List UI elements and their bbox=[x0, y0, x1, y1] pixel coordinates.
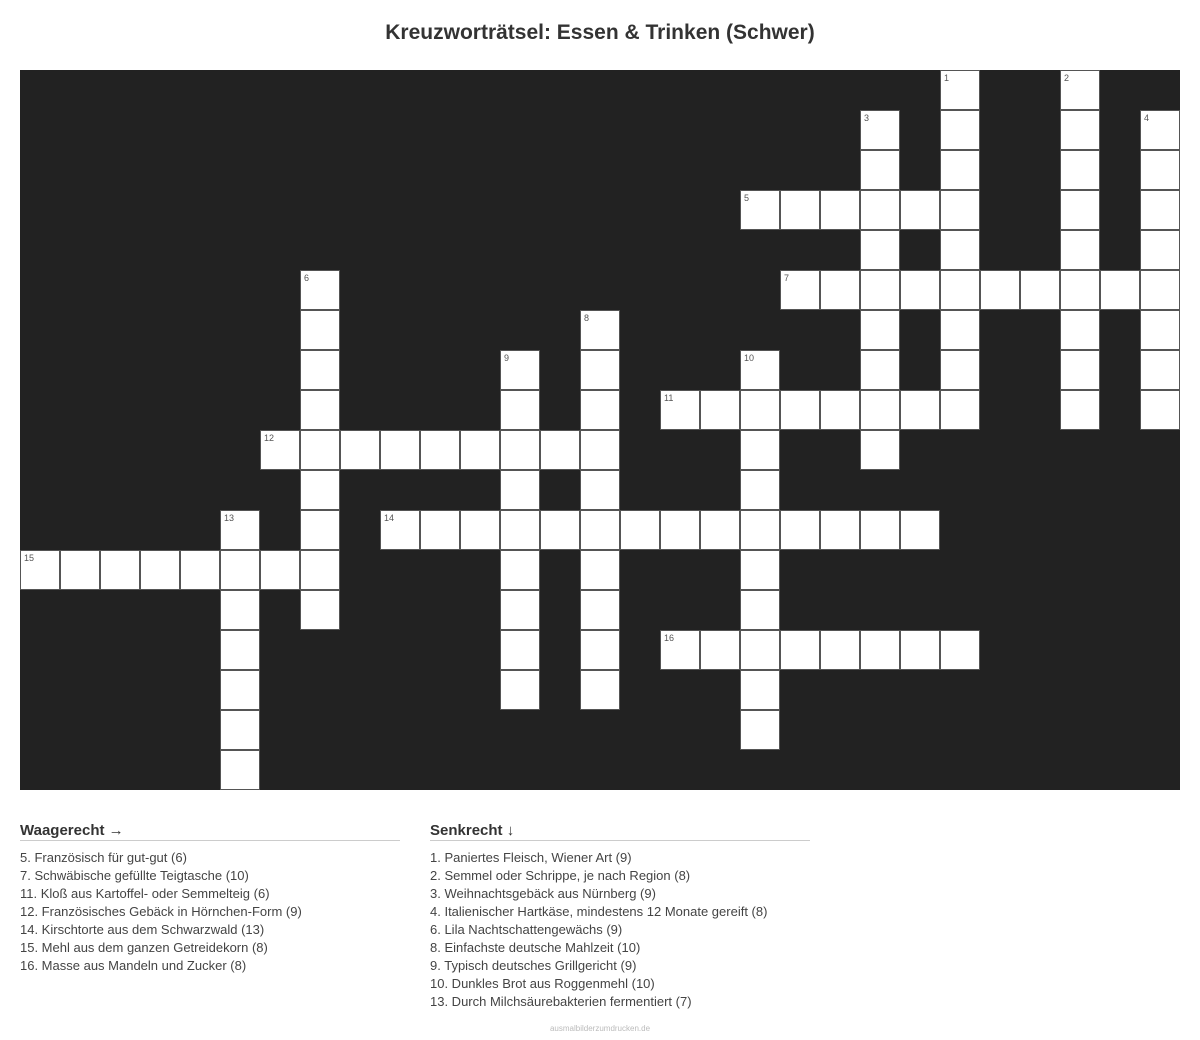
grid-cell[interactable] bbox=[940, 230, 980, 270]
grid-cell[interactable] bbox=[220, 590, 260, 630]
grid-cell[interactable] bbox=[500, 510, 540, 550]
grid-cell[interactable] bbox=[940, 190, 980, 230]
grid-cell[interactable] bbox=[740, 390, 780, 430]
grid-cell[interactable] bbox=[940, 630, 980, 670]
grid-cell[interactable] bbox=[780, 390, 820, 430]
cell-number: 7 bbox=[784, 273, 790, 283]
cell-number: 15 bbox=[24, 553, 35, 563]
cell-number: 5 bbox=[744, 193, 750, 203]
grid-cell[interactable] bbox=[860, 150, 900, 190]
clue-down-item: 8. Einfachste deutsche Mahlzeit (10) bbox=[430, 940, 641, 955]
grid-cell[interactable] bbox=[300, 430, 340, 470]
grid-cell[interactable] bbox=[780, 270, 820, 310]
grid-cell[interactable] bbox=[1140, 190, 1180, 230]
cell-number: 13 bbox=[224, 513, 235, 523]
grid-cell[interactable] bbox=[740, 510, 780, 550]
grid-cell[interactable] bbox=[860, 190, 900, 230]
cell-number: 12 bbox=[264, 433, 275, 443]
grid-cell[interactable] bbox=[300, 470, 340, 510]
grid-cell[interactable] bbox=[460, 430, 500, 470]
grid-cell[interactable] bbox=[780, 190, 820, 230]
grid-cell[interactable] bbox=[820, 510, 860, 550]
grid-cell[interactable] bbox=[1140, 310, 1180, 350]
grid-cell[interactable] bbox=[580, 430, 620, 470]
grid-cell[interactable] bbox=[740, 670, 780, 710]
grid-cell[interactable] bbox=[740, 710, 780, 750]
grid-cell[interactable] bbox=[580, 670, 620, 710]
grid-cell[interactable] bbox=[500, 550, 540, 590]
grid-cell[interactable] bbox=[580, 470, 620, 510]
grid-cell[interactable] bbox=[380, 430, 420, 470]
grid-cell[interactable] bbox=[660, 390, 700, 430]
grid-cell[interactable] bbox=[1060, 70, 1100, 110]
grid-cell[interactable] bbox=[820, 270, 860, 310]
grid-cell[interactable] bbox=[740, 630, 780, 670]
clues-down-list bbox=[430, 849, 810, 1011]
clue-across-item: 7. Schwäbische gefüllte Teigtasche (10) bbox=[20, 868, 249, 883]
grid-cell[interactable] bbox=[340, 430, 380, 470]
grid-cell[interactable] bbox=[940, 70, 980, 110]
clue-down-item: 13. Durch Milchsäurebakterien fermentiert (7) bbox=[430, 994, 692, 1009]
grid-cell[interactable] bbox=[820, 630, 860, 670]
grid-cell[interactable] bbox=[860, 510, 900, 550]
grid-cell[interactable] bbox=[300, 390, 340, 430]
clues-across-heading: Waagerecht → bbox=[20, 822, 400, 841]
cell-number: 8 bbox=[584, 313, 590, 323]
clues-across-list bbox=[20, 849, 400, 975]
grid-cell[interactable] bbox=[20, 550, 60, 590]
grid-cell[interactable] bbox=[860, 390, 900, 430]
grid-cell[interactable] bbox=[1140, 230, 1180, 270]
clue-down-item: 3. Weihnachtsgebäck aus Nürnberg (9) bbox=[430, 886, 656, 901]
grid-cell[interactable] bbox=[580, 310, 620, 350]
grid-cell[interactable] bbox=[300, 590, 340, 630]
clue-down-item: 2. Semmel oder Schrippe, je nach Region (8) bbox=[430, 868, 691, 883]
grid-cell[interactable] bbox=[700, 630, 740, 670]
grid-cell[interactable] bbox=[900, 510, 940, 550]
clue-down-item: 9. Typisch deutsches Grillgericht (9) bbox=[430, 958, 637, 973]
cell-number: 14 bbox=[384, 513, 395, 523]
grid-cell[interactable] bbox=[220, 550, 260, 590]
crossword-grid bbox=[20, 70, 1180, 790]
grid-cell[interactable] bbox=[180, 550, 220, 590]
grid-cell[interactable] bbox=[420, 510, 460, 550]
grid-cell[interactable] bbox=[740, 470, 780, 510]
cell-number: 16 bbox=[664, 633, 675, 643]
grid-cell[interactable] bbox=[1060, 150, 1100, 190]
cell-number: 1 bbox=[944, 73, 950, 83]
grid-cell[interactable] bbox=[780, 630, 820, 670]
grid-cell[interactable] bbox=[500, 430, 540, 470]
grid-cell[interactable] bbox=[300, 550, 340, 590]
clue-across-item: 11. Kloß aus Kartoffel- oder Semmelteig (6) bbox=[20, 886, 270, 901]
cell-number: 9 bbox=[504, 353, 510, 363]
clue-across-item: 12. Französisches Gebäck in Hörnchen-Form (9) bbox=[20, 904, 302, 919]
footer-credit: ausmalbilderzumdrucken.de bbox=[549, 1024, 651, 1033]
grid-cell[interactable] bbox=[540, 430, 580, 470]
clue-across-item: 15. Mehl aus dem ganzen Getreidekorn (8) bbox=[20, 940, 268, 955]
grid-cell[interactable] bbox=[860, 630, 900, 670]
grid-cell[interactable] bbox=[220, 670, 260, 710]
grid-cell[interactable] bbox=[300, 310, 340, 350]
grid-cell[interactable] bbox=[580, 550, 620, 590]
grid-cell[interactable] bbox=[1100, 270, 1140, 310]
grid-cell[interactable] bbox=[260, 430, 300, 470]
clues-down bbox=[430, 822, 810, 1011]
clue-across-item: 14. Kirschtorte aus dem Schwarzwald (13) bbox=[20, 922, 265, 937]
grid-cell[interactable] bbox=[780, 510, 820, 550]
grid-cell[interactable] bbox=[1060, 350, 1100, 390]
grid-cell[interactable] bbox=[300, 350, 340, 390]
clues-down-heading: Senkrecht ↓ bbox=[430, 822, 810, 841]
grid-cell[interactable] bbox=[820, 190, 860, 230]
grid-cell[interactable] bbox=[220, 510, 260, 550]
grid-cell[interactable] bbox=[500, 630, 540, 670]
grid-cell[interactable] bbox=[860, 110, 900, 150]
grid-cell[interactable] bbox=[940, 270, 980, 310]
clue-down-item: 6. Lila Nachtschattengewächs (9) bbox=[430, 922, 623, 937]
clues-across bbox=[20, 822, 400, 975]
grid-cell[interactable] bbox=[940, 390, 980, 430]
grid-cell[interactable] bbox=[220, 630, 260, 670]
grid-cell[interactable] bbox=[900, 270, 940, 310]
grid-cell[interactable] bbox=[300, 270, 340, 310]
grid-cell[interactable] bbox=[380, 510, 420, 550]
grid-cell[interactable] bbox=[860, 270, 900, 310]
cell-number: 2 bbox=[1064, 73, 1070, 83]
grid-cell[interactable] bbox=[1060, 110, 1100, 150]
grid-cell[interactable] bbox=[1020, 270, 1060, 310]
grid-cell[interactable] bbox=[740, 550, 780, 590]
grid-cell[interactable] bbox=[660, 510, 700, 550]
grid-cell[interactable] bbox=[740, 590, 780, 630]
grid-cell[interactable] bbox=[300, 510, 340, 550]
grid-cell[interactable] bbox=[860, 350, 900, 390]
grid-cell[interactable] bbox=[1140, 390, 1180, 430]
grid-cell[interactable] bbox=[580, 630, 620, 670]
grid-cell[interactable] bbox=[260, 550, 300, 590]
grid-cell[interactable] bbox=[700, 390, 740, 430]
grid-cell[interactable] bbox=[1060, 190, 1100, 230]
grid-cell[interactable] bbox=[1140, 150, 1180, 190]
grid-cell[interactable] bbox=[500, 670, 540, 710]
grid-cell[interactable] bbox=[740, 430, 780, 470]
grid-cell[interactable] bbox=[540, 510, 580, 550]
clue-down-item: 1. Paniertes Fleisch, Wiener Art (9) bbox=[430, 850, 632, 865]
grid-cell[interactable] bbox=[1060, 270, 1100, 310]
grid-cell[interactable] bbox=[940, 110, 980, 150]
grid-cell[interactable] bbox=[580, 510, 620, 550]
clue-down-item: 4. Italienischer Hartkäse, mindestens 12 Monate gereift (8) bbox=[430, 904, 768, 919]
grid-cell[interactable] bbox=[900, 630, 940, 670]
grid-cell[interactable] bbox=[100, 550, 140, 590]
grid-cell[interactable] bbox=[940, 310, 980, 350]
grid-cell[interactable] bbox=[1140, 350, 1180, 390]
grid-cell[interactable] bbox=[220, 750, 260, 790]
grid-cell[interactable] bbox=[900, 390, 940, 430]
grid-cell[interactable] bbox=[740, 190, 780, 230]
grid-cell[interactable] bbox=[420, 430, 460, 470]
grid-cell[interactable] bbox=[1140, 110, 1180, 150]
grid-cell[interactable] bbox=[220, 710, 260, 750]
grid-cell[interactable] bbox=[940, 350, 980, 390]
grid-cell[interactable] bbox=[660, 630, 700, 670]
grid-cell[interactable] bbox=[460, 510, 500, 550]
grid-cell[interactable] bbox=[140, 550, 180, 590]
grid-cell[interactable] bbox=[580, 590, 620, 630]
grid-cell[interactable] bbox=[1060, 390, 1100, 430]
cell-number: 10 bbox=[744, 353, 755, 363]
grid-cell[interactable] bbox=[580, 390, 620, 430]
grid-cell[interactable] bbox=[900, 190, 940, 230]
grid-cell[interactable] bbox=[940, 150, 980, 190]
grid-cell[interactable] bbox=[1060, 230, 1100, 270]
page-title: Kreuzworträtsel: Essen & Trinken (Schwer) bbox=[385, 21, 815, 44]
grid-cell[interactable] bbox=[980, 270, 1020, 310]
grid-cell[interactable] bbox=[60, 550, 100, 590]
cell-number: 11 bbox=[664, 393, 674, 403]
cell-number: 4 bbox=[1144, 113, 1150, 123]
clue-across-item: 5. Französisch für gut-gut (6) bbox=[20, 850, 187, 865]
grid-cell[interactable] bbox=[820, 390, 860, 430]
grid-cell[interactable] bbox=[700, 510, 740, 550]
clue-across-item: 16. Masse aus Mandeln und Zucker (8) bbox=[20, 958, 247, 973]
grid-cell[interactable] bbox=[580, 350, 620, 390]
clue-down-item: 10. Dunkles Brot aus Roggenmehl (10) bbox=[430, 976, 655, 991]
grid-cell[interactable] bbox=[500, 470, 540, 510]
grid-cell[interactable] bbox=[1060, 310, 1100, 350]
grid-cell[interactable] bbox=[1140, 270, 1180, 310]
grid-cell[interactable] bbox=[740, 350, 780, 390]
grid-cell[interactable] bbox=[860, 310, 900, 350]
cell-number: 3 bbox=[864, 113, 870, 123]
grid-cell[interactable] bbox=[500, 350, 540, 390]
grid-cell[interactable] bbox=[500, 590, 540, 630]
grid-cell[interactable] bbox=[860, 230, 900, 270]
grid-cell[interactable] bbox=[620, 510, 660, 550]
grid-cell[interactable] bbox=[860, 430, 900, 470]
grid-cell[interactable] bbox=[500, 390, 540, 430]
cell-number: 6 bbox=[304, 273, 310, 283]
